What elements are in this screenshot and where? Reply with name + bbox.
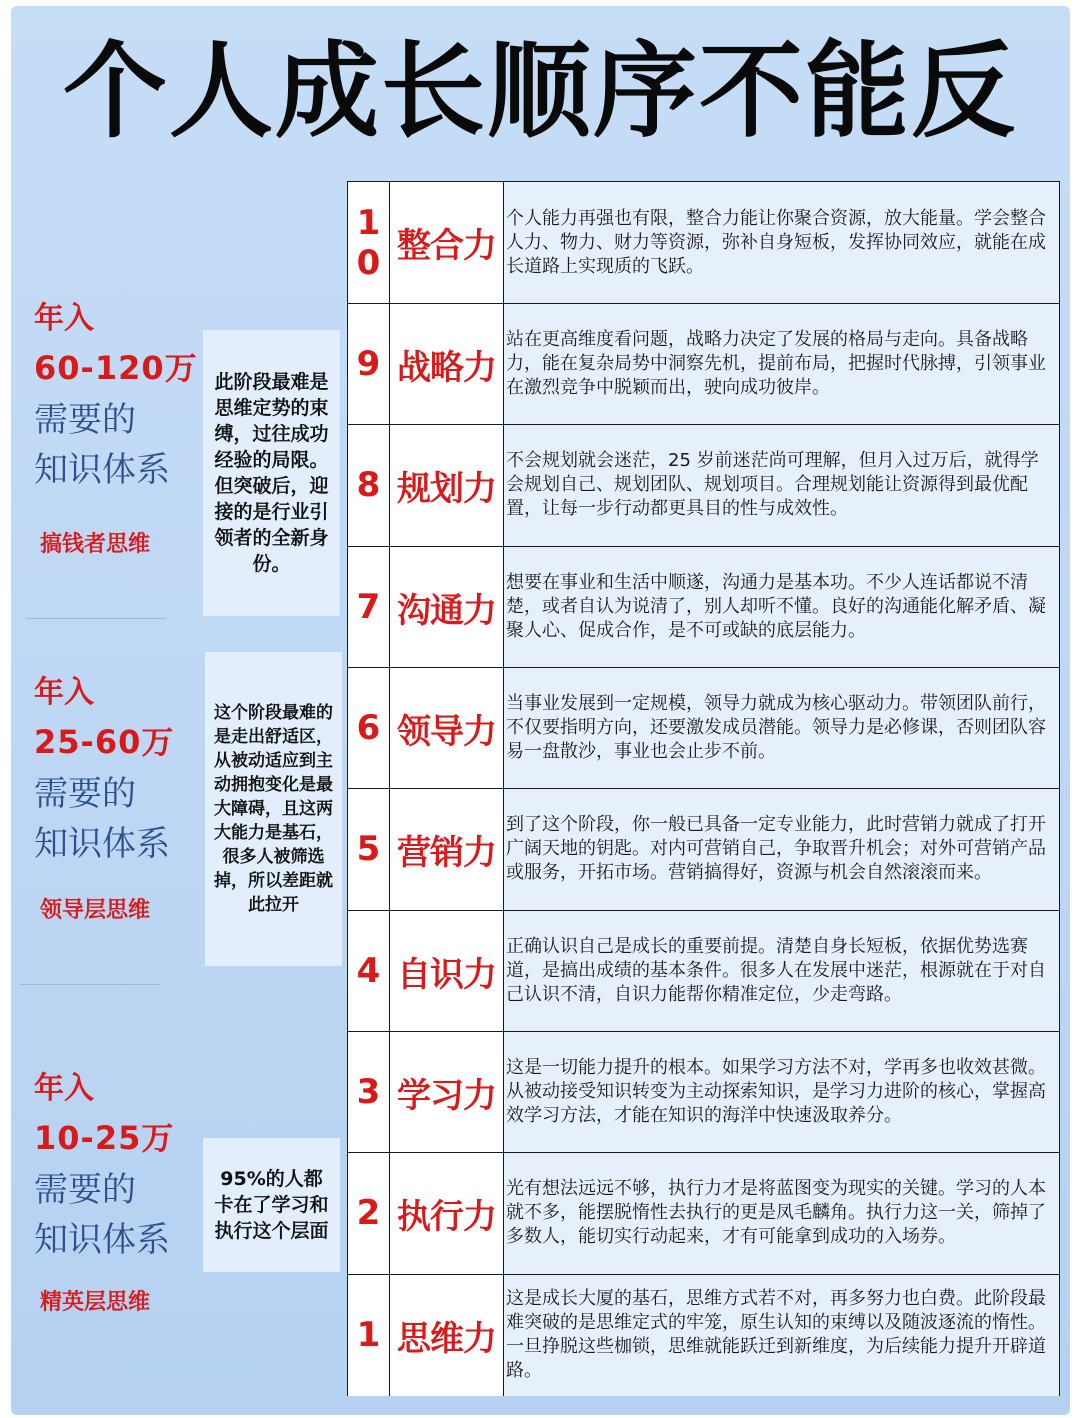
- ability-number: 9: [348, 304, 390, 425]
- ability-row: [348, 788, 1059, 910]
- ability-description: 站在更高维度看问题，战略力决定了发展的格局与走向。具备战略力，能在复杂局势中洞察先机，提前布局，把握时代脉搏，引领事业在激烈竞争中脱颖而出，驶向成功彼岸。: [506, 329, 1046, 399]
- ability-row: [348, 546, 1059, 668]
- ability-description: 光有想法远远不够，执行力才是将蓝图变为现实的关键。学习的人本就不多，能摆脱惰性去执行的更是凤毛麟角。执行力这一关，筛掉了多数人，能切实行动起来，才有可能拿到成功的入场券。: [506, 1178, 1046, 1248]
- ability-number: 4: [348, 911, 390, 1032]
- ability-number: 2: [348, 1153, 390, 1274]
- section-divider: [20, 984, 160, 985]
- ability-row: [348, 303, 1059, 425]
- ability-row: [348, 424, 1059, 546]
- ability-name: 沟通力: [390, 547, 504, 668]
- ability-row: [348, 1152, 1059, 1274]
- ability-name: 自识力: [390, 911, 504, 1032]
- section-divider: [26, 618, 166, 619]
- need-line-2: 知识体系: [34, 450, 170, 490]
- income-label: 年入: [34, 675, 94, 710]
- ability-row: [348, 910, 1059, 1032]
- need-line-2: 知识体系: [34, 1220, 170, 1260]
- ability-description: 到了这个阶段，你一般已具备一定专业能力，此时营销力就成了打开广阔天地的钥匙。对内可营销自己，争取晋升机会；对外可营销产品或服务，开拓市场。营销搞得好，资源与机会自然滚滚而来。: [506, 814, 1046, 884]
- need-line-1: 需要的: [34, 774, 136, 814]
- ability-name: 营销力: [390, 789, 504, 910]
- ability-row: [348, 1031, 1059, 1153]
- need-line-1: 需要的: [34, 1170, 136, 1210]
- ability-description: 个人能力再强也有限，整合力能让你聚合资源，放大能量。学会整合人力、物力、财力等资源，弥补自身短板，发挥协同效应，就能在成长道路上实现质的飞跃。: [506, 207, 1046, 277]
- ability-name: 整合力: [390, 182, 504, 304]
- ability-name: 思维力: [390, 1275, 504, 1396]
- ability-description: 这是一切能力提升的根本。如果学习方法不对，学再多也收效甚微。从被动接受知识转变为主动探索知识，是学习力进阶的核心，掌握高效学习方法，才能在知识的海洋中快速汲取养分。: [506, 1057, 1046, 1127]
- need-line-2: 知识体系: [34, 824, 170, 864]
- income-range: 10-25万: [34, 1119, 175, 1157]
- stage-note: 95%的人都卡在了学习和执行这个层面: [203, 1138, 340, 1272]
- ability-name: 学习力: [390, 1032, 504, 1153]
- ability-name: 战略力: [390, 304, 504, 425]
- ability-row: [348, 667, 1059, 789]
- page-title: 个人成长顺序不能反: [62, 30, 1017, 152]
- ability-name: 领导力: [390, 668, 504, 789]
- ability-description: 想要在事业和生活中顺遂，沟通力是基本功。不少人连话都说不清楚，或者自认为说清了，别人却听不懂。良好的沟通能化解矛盾、凝聚人心、促成合作，是不可或缺的底层能力。: [506, 572, 1046, 642]
- ability-number: 8: [348, 425, 390, 546]
- income-label: 年入: [34, 301, 94, 336]
- ability-number: 6: [348, 668, 390, 789]
- mindset-label: 领导层思维: [40, 898, 151, 923]
- ability-description: 正确认识自己是成长的重要前提。清楚自身长短板，依据优势选赛道，是搞出成绩的基本条件。很多人在发展中迷茫，根源就在于对自己认识不清，自识力能帮你精准定位，少走弯路。: [506, 936, 1046, 1006]
- ability-table: [347, 181, 1060, 1396]
- ability-description: 不会规划就会迷茫，25 岁前迷茫尚可理解，但月入过万后，就得学会规划自己、规划团队、规划项目。合理规划能让资源得到最优配置，让每一步行动都更具目的性与成效性。: [506, 450, 1039, 520]
- ability-description: 这是成长大厦的基石，思维方式若不对，再多努力也白费。此阶段最难突破的是思维定式的牢笼，原生认知的束缚以及随波逐流的惰性。一旦挣脱这些枷锁，思维就能跃迁到新维度，为后续能力提升开辟道路。: [506, 1288, 1046, 1382]
- stage-note: 这个阶段最难的是走出舒适区，从被动适应到主动拥抱变化是最大障碍，且这两大能力是基石，很多人被筛选掉，所以差距就此拉开: [205, 652, 342, 966]
- ability-number: 1: [348, 1275, 390, 1396]
- ability-description: 当事业发展到一定规模，领导力就成为核心驱动力。带领团队前行，不仅要指明方向，还要激发成员潜能。领导力是必修课，否则团队容易一盘散沙，事业也会止步不前。: [506, 693, 1046, 763]
- ability-name: 规划力: [390, 425, 504, 546]
- ability-name: 执行力: [390, 1153, 504, 1274]
- ability-number: 7: [348, 547, 390, 668]
- income-range: 60-120万: [34, 349, 198, 387]
- ability-row: [348, 182, 1059, 304]
- income-range: 25-60万: [34, 723, 175, 761]
- income-label: 年入: [34, 1071, 94, 1106]
- need-line-1: 需要的: [34, 400, 136, 440]
- mindset-label: 搞钱者思维: [40, 532, 151, 557]
- ability-row: [348, 1274, 1059, 1396]
- ability-number: 3: [348, 1032, 390, 1153]
- stage-note: 此阶段最难是思维定势的束缚，过往成功经验的局限。但突破后，迎接的是行业引领者的全新身份。: [203, 330, 340, 616]
- ability-number: 5: [348, 789, 390, 910]
- ability-number: 10: [348, 182, 390, 304]
- mindset-label: 精英层思维: [40, 1290, 151, 1315]
